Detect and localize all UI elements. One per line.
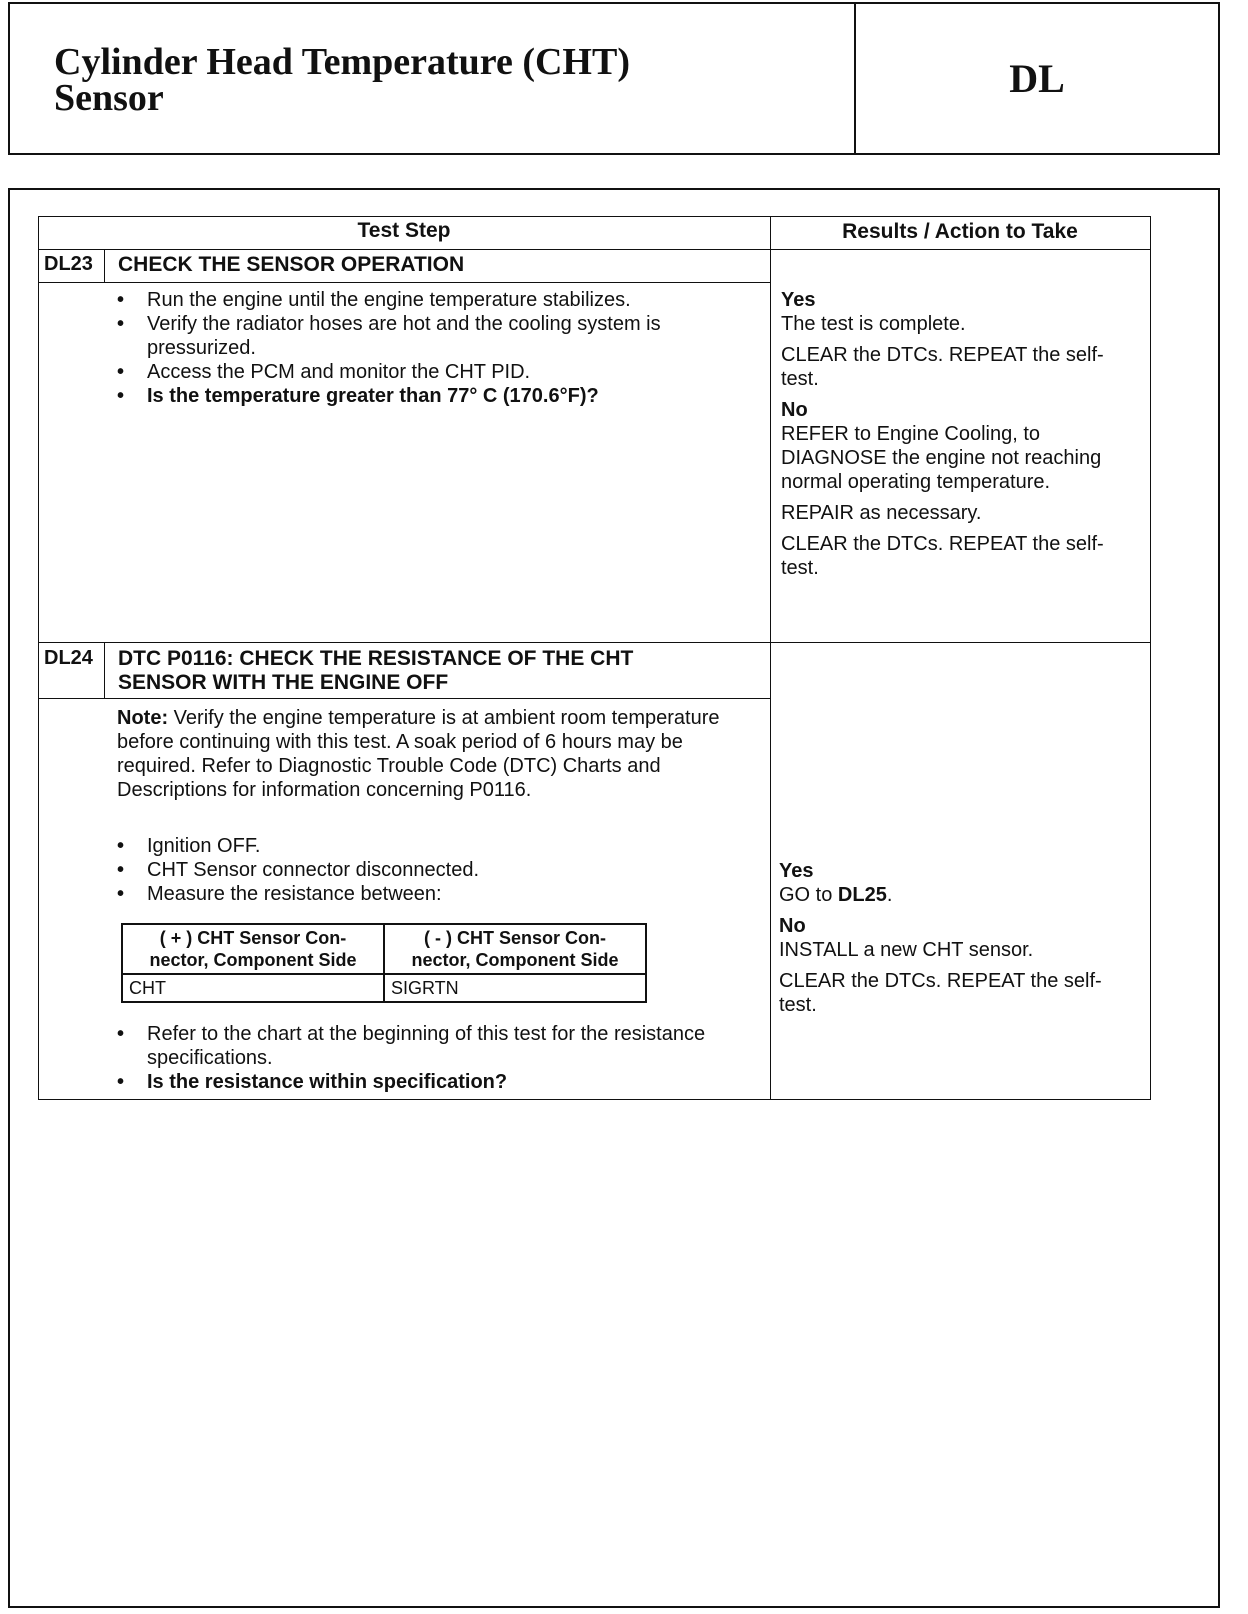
yes-label: Yes	[781, 289, 816, 311]
table-header-line: ( - ) CHT Sensor Con-	[424, 928, 606, 948]
page-title-line-1: Cylinder Head Temperature (CHT)	[54, 41, 630, 83]
result-line: INSTALL a new CHT sensor.	[779, 939, 1034, 961]
go-to-prefix: GO to	[779, 884, 838, 906]
step-title-dl23: CHECK THE SENSOR OPERATION	[118, 253, 465, 276]
table-cell: CHT	[122, 974, 384, 1002]
table-row	[122, 974, 646, 1002]
table-header-plus	[122, 924, 384, 974]
table-cell: SIGRTN	[384, 974, 646, 1002]
result-line: The test is complete.	[781, 313, 966, 335]
column-heading-test-step: Test Step	[357, 219, 451, 242]
header-box	[8, 2, 1220, 155]
result-line: CLEAR the DTCs. REPEAT the self-test.	[781, 344, 1104, 390]
dl24-title-divider	[38, 698, 770, 699]
step-title-line: SENSOR WITH THE ENGINE OFF	[118, 671, 449, 694]
page-title-line-2: Sensor	[54, 77, 164, 119]
dl23-instructions	[113, 288, 753, 408]
page-title	[54, 41, 834, 119]
list-item: • Measure the resistance between:	[113, 882, 753, 906]
section-code: DL	[1009, 56, 1065, 101]
header-row-divider	[38, 249, 1151, 250]
list-item: • Access the PCM and monitor the CHT PID.	[113, 360, 753, 384]
table-header-line: nector, Component Side	[411, 950, 619, 970]
connector-pin-table	[121, 923, 647, 1003]
list-item: • Refer to the chart at the beginning of this test for the resistance specifications.	[113, 1022, 753, 1070]
note-label: Note:	[117, 707, 169, 729]
list-item: • Ignition OFF.	[113, 834, 753, 858]
go-to-target: DL25	[837, 884, 887, 906]
result-line: CLEAR the DTCs. REPEAT the self-test.	[781, 533, 1104, 579]
no-label: No	[781, 399, 808, 421]
step-id-dl24: DL24	[44, 647, 93, 669]
dl24-id-divider	[104, 642, 105, 698]
list-item: • Run the engine until the engine temperature stabilizes.	[113, 288, 753, 312]
list-item: • CHT Sensor connector disconnected.	[113, 858, 753, 882]
result-line	[779, 883, 1129, 907]
dl24-instructions-after	[113, 1022, 753, 1094]
step-divider	[38, 642, 1151, 643]
yes-label: Yes	[779, 860, 814, 882]
table-border-right	[1150, 216, 1151, 1100]
dl24-note	[117, 706, 757, 802]
note-text: Verify the engine temperature is at ambient room temperature before continuing with this test. A soak period of 6 hours may be required. Refer to Diagnostic Trouble Code (DTC) Charts and Descriptions for information concerning P0116.	[117, 707, 720, 801]
result-line: REFER to Engine Cooling, to DIAGNOSE the engine not reaching normal operating temperature.	[781, 423, 1102, 493]
dl23-results	[781, 288, 1131, 587]
table-border-bottom	[38, 1099, 1151, 1100]
table-header-minus	[384, 924, 646, 974]
table-border-top	[38, 216, 1151, 217]
dl24-results	[779, 859, 1129, 1024]
dl24-instructions	[113, 834, 753, 906]
table-header-line: nector, Component Side	[149, 950, 357, 970]
dl23-title-divider	[38, 282, 770, 283]
step-title-dl24	[118, 647, 633, 695]
column-heading-results: Results / Action to Take	[842, 220, 1078, 243]
go-to-suffix: .	[886, 884, 893, 906]
list-item: • Verify the radiator hoses are hot and the cooling system is pressurized.	[113, 312, 753, 360]
step-id-dl23: DL23	[44, 253, 93, 275]
no-label: No	[779, 915, 806, 937]
column-divider	[770, 216, 771, 1100]
result-line: REPAIR as necessary.	[781, 502, 982, 524]
list-item-question: • Is the temperature greater than 77° C (170.6°F)?	[113, 384, 753, 408]
list-item-question: • Is the resistance within specification?	[113, 1070, 753, 1094]
result-line: CLEAR the DTCs. REPEAT the self-test.	[779, 970, 1102, 1016]
table-border-left	[38, 216, 39, 1100]
step-title-line: DTC P0116: CHECK THE RESISTANCE OF THE CHT	[118, 647, 634, 670]
table-row	[122, 924, 646, 974]
dl23-id-divider	[104, 249, 105, 282]
table-header-line: ( + ) CHT Sensor Con-	[159, 928, 347, 948]
